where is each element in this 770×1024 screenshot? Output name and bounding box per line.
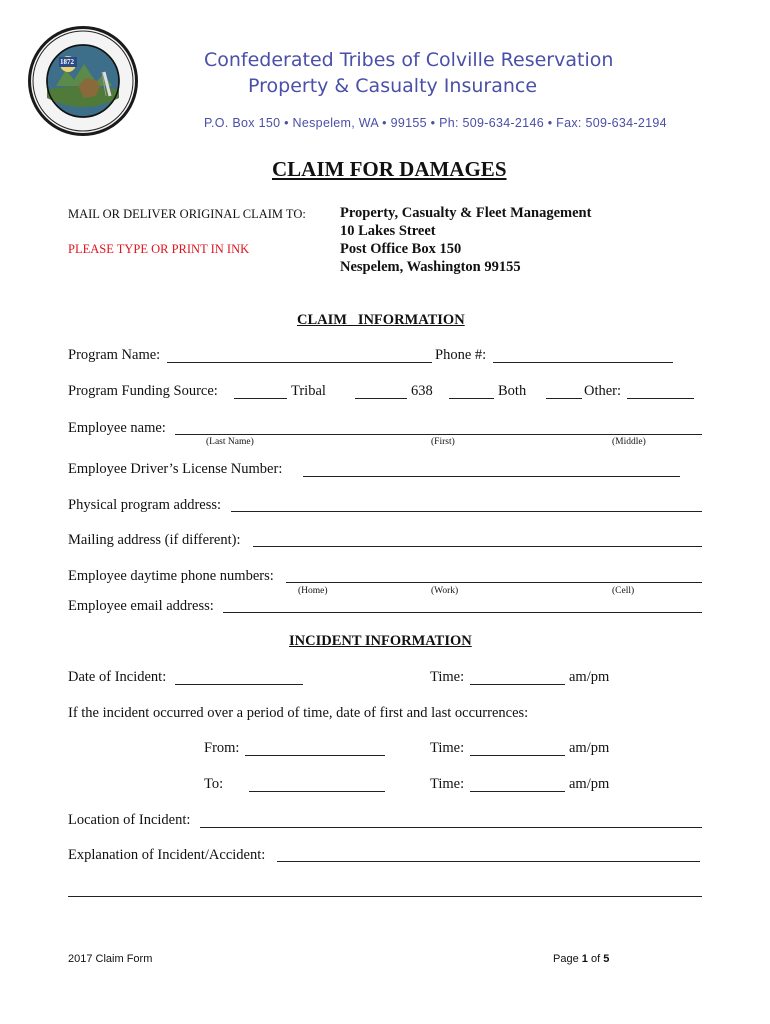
license-label: Employee Driver’s License Number: xyxy=(68,461,283,477)
other-text-field[interactable] xyxy=(627,398,694,399)
phone-numbers-field[interactable] xyxy=(286,582,702,583)
funding-source-label: Program Funding Source: xyxy=(68,383,218,399)
org-name: Confederated Tribes of Colville Reservation xyxy=(204,49,614,71)
incident-date-label: Date of Incident: xyxy=(68,669,167,685)
other-checkbox-field[interactable] xyxy=(546,398,582,399)
from-ampm-label: am/pm xyxy=(569,740,610,756)
dept-name: Property & Casualty Insurance xyxy=(248,75,538,97)
employee-name-label: Employee name: xyxy=(68,420,166,436)
tribal-checkbox-field[interactable] xyxy=(234,398,287,399)
middle-name-caption: (Middle) xyxy=(612,437,646,447)
phone-field[interactable] xyxy=(493,362,673,363)
seal-year: 1872 xyxy=(60,58,74,66)
of-word: of xyxy=(590,953,601,965)
form-title: CLAIM FOR DAMAGES xyxy=(272,157,507,181)
phone-label: Phone #: xyxy=(435,347,487,363)
mailing-address-field[interactable] xyxy=(253,546,702,547)
page-word: Page xyxy=(553,953,579,965)
explanation-label: Explanation of Incident/Accident: xyxy=(68,847,266,863)
mail-address-block xyxy=(340,204,591,276)
physical-address-field[interactable] xyxy=(231,511,702,512)
638-checkbox-field[interactable] xyxy=(355,398,407,399)
ink-notice: PLEASE TYPE OR PRINT IN INK xyxy=(68,242,250,256)
incident-ampm-label: am/pm xyxy=(569,669,610,685)
claim-info-heading: CLAIM INFORMATION xyxy=(297,312,465,328)
mail-address-line: 10 Lakes Street xyxy=(340,223,436,239)
other-option-label: Other: xyxy=(584,383,622,399)
mail-address-line: Property, Casualty & Fleet Management xyxy=(340,205,592,221)
last-name-caption: (Last Name) xyxy=(206,437,254,447)
to-date-field[interactable] xyxy=(249,791,385,792)
program-name-label: Program Name: xyxy=(68,347,161,363)
638-option-label: 638 xyxy=(411,383,433,399)
license-field[interactable] xyxy=(303,476,680,477)
to-ampm-label: am/pm xyxy=(569,776,610,792)
home-caption: (Home) xyxy=(298,586,328,596)
from-time-label: Time: xyxy=(430,740,465,756)
employee-name-field[interactable] xyxy=(175,434,702,435)
incident-time-label: Time: xyxy=(430,669,465,685)
page-total: 5 xyxy=(603,953,610,965)
first-name-caption: (First) xyxy=(431,437,455,447)
mail-address-line: Post Office Box 150 xyxy=(340,241,462,257)
both-option-label: Both xyxy=(498,383,527,399)
page-indicator xyxy=(553,953,609,965)
location-field[interactable] xyxy=(200,827,702,828)
form-name-footer: 2017 Claim Form xyxy=(68,953,153,965)
to-time-field[interactable] xyxy=(470,791,565,792)
to-label: To: xyxy=(204,776,224,792)
explanation-field-line-2[interactable] xyxy=(68,896,702,897)
incident-date-field[interactable] xyxy=(175,684,303,685)
both-checkbox-field[interactable] xyxy=(449,398,494,399)
to-time-label: Time: xyxy=(430,776,465,792)
physical-address-label: Physical program address: xyxy=(68,497,222,513)
work-caption: (Work) xyxy=(431,586,459,596)
from-date-field[interactable] xyxy=(245,755,385,756)
page-number: 1 xyxy=(581,953,588,965)
tribal-option-label: Tribal xyxy=(291,383,326,399)
period-note: If the incident occurred over a period of time, date of first and last occurrences: xyxy=(68,705,529,721)
program-name-field[interactable] xyxy=(167,362,432,363)
incident-time-field[interactable] xyxy=(470,684,565,685)
mail-label: MAIL OR DELIVER ORIGINAL CLAIM TO: xyxy=(68,207,306,221)
cell-caption: (Cell) xyxy=(612,586,635,596)
contact-info: P.O. Box 150 • Nespelem, WA • 99155 • Ph: 509-634-2146 • Fax: 509-634-2194 xyxy=(204,116,667,130)
email-field[interactable] xyxy=(223,612,702,613)
from-label: From: xyxy=(204,740,240,756)
incident-info-heading: INCIDENT INFORMATION xyxy=(289,633,472,649)
email-label: Employee email address: xyxy=(68,598,214,614)
phone-numbers-label: Employee daytime phone numbers: xyxy=(68,568,274,584)
explanation-field-line-1[interactable] xyxy=(277,861,700,862)
tribal-seal-logo xyxy=(26,24,140,138)
from-time-field[interactable] xyxy=(470,755,565,756)
mailing-address-label: Mailing address (if different): xyxy=(68,532,241,548)
mail-address-line: Nespelem, Washington 99155 xyxy=(340,259,521,275)
location-label: Location of Incident: xyxy=(68,812,191,828)
